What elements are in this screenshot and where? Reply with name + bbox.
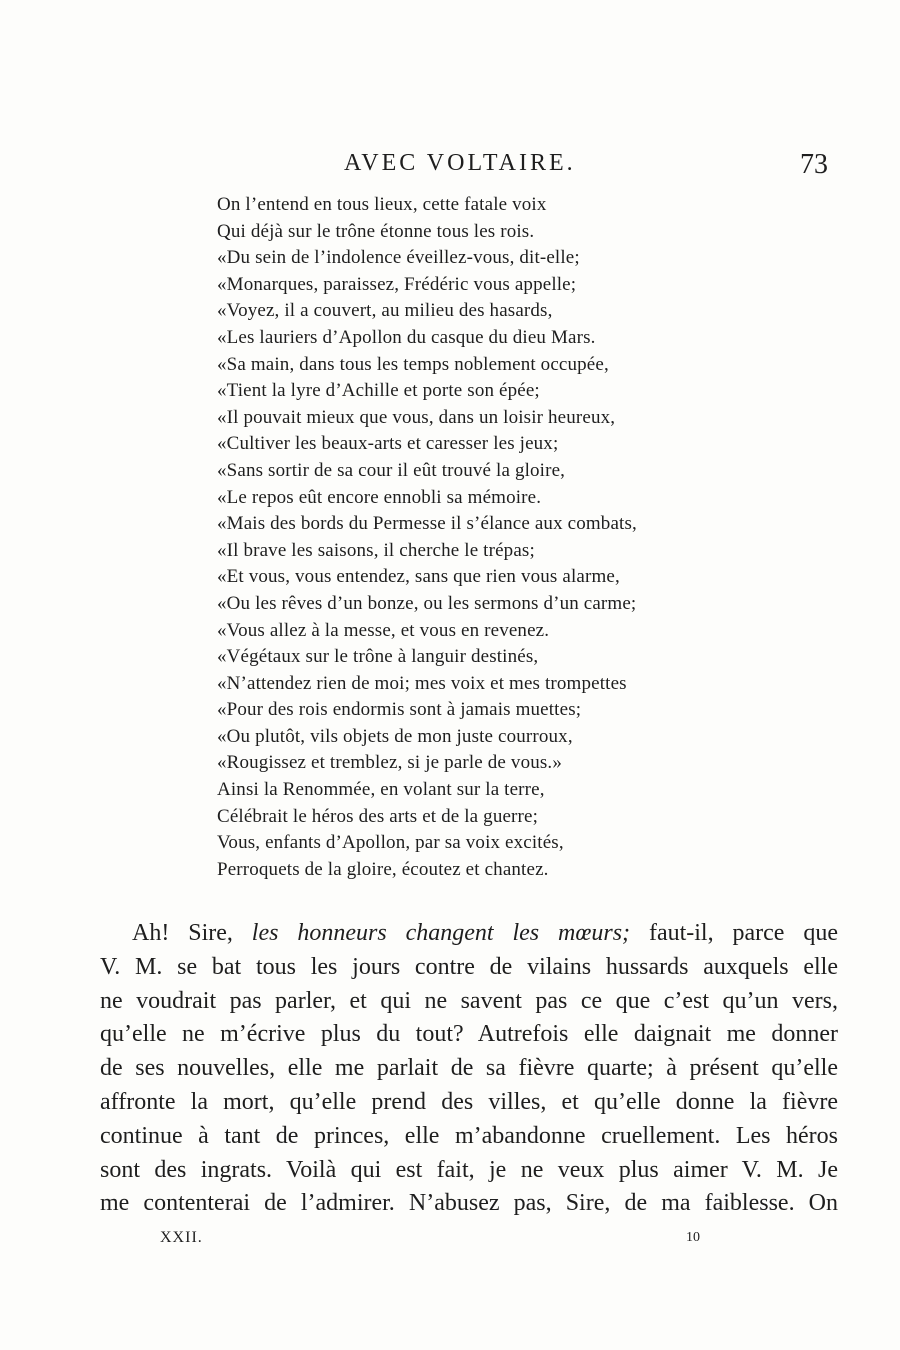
poem-line: «Ou plutôt, vils objets de mon juste courroux,	[217, 725, 573, 747]
poem-line: «Du sein de l’indolence éveillez-vous, dit-elle;	[217, 247, 580, 269]
prose-line: V. M. se bat tous les jours contre de vilains hussards auxquels elle	[100, 953, 838, 980]
prose-text: Ah! Sire,	[132, 920, 252, 946]
poem-line: «Sans sortir de sa cour il eût trouvé la gloire,	[217, 459, 566, 481]
poem-line: «Vous allez à la messe, et vous en revenez.	[217, 619, 550, 641]
running-head	[0, 146, 900, 180]
poem-line: «Il brave les saisons, il cherche le trépas;	[217, 539, 535, 561]
poem-line: «Végétaux sur le trône à languir destinés,	[217, 646, 539, 668]
prose-line: me contenterai de l’admirer. N’abusez pas, Sire, de ma faiblesse. On	[100, 1190, 838, 1217]
poem-line: «Les lauriers d’Apollon du casque du dieu Mars.	[217, 326, 596, 348]
poem-line: «Il pouvait mieux que vous, dans un loisir heureux,	[217, 406, 616, 428]
poem-line: «Tient la lyre d’Achille et porte son épée;	[217, 380, 540, 402]
poem-line: «Ou les rêves d’un bonze, ou les sermons d’un carme;	[217, 592, 637, 614]
italic-quote: les honneurs changent les mœurs;	[251, 920, 631, 946]
poem-line: «Sa main, dans tous les temps noblement occupée,	[217, 353, 609, 375]
poem-verse-block	[217, 192, 777, 883]
prose-line: affronte la mort, qu’elle prend des villes, et qu’elle donne la fièvre	[100, 1088, 838, 1115]
volume-signature-mark: XXII.	[160, 1229, 203, 1246]
poem-line: «Mais des bords du Permesse il s’élance aux combats,	[217, 513, 637, 535]
page-footer	[0, 1226, 900, 1250]
prose-line: ne voudrait pas parler, et qui ne savent pas ce que c’est qu’un vers,	[100, 987, 838, 1014]
poem-line: «Voyez, il a couvert, au milieu des hasards,	[217, 300, 553, 322]
sheet-signature-number: 10	[686, 1230, 700, 1245]
poem-line: Vous, enfants d’Apollon, par sa voix excités,	[217, 832, 564, 854]
poem-line: «Pour des rois endormis sont à jamais muettes;	[217, 699, 582, 721]
prose-line: qu’elle ne m’écrive plus du tout? Autrefois elle daignait me donner	[100, 1021, 838, 1048]
poem-line: On l’entend en tous lieux, cette fatale voix	[217, 194, 547, 215]
poem-line: Ainsi la Renommée, en volant sur la terre,	[217, 779, 545, 801]
prose-text: faut-il, parce que	[630, 920, 838, 946]
poem-line: «Le repos eût encore ennobli sa mémoire.	[217, 486, 542, 508]
page-number: 73	[800, 149, 828, 180]
poem-line: «Et vous, vous entendez, sans que rien vous alarme,	[217, 566, 620, 588]
running-title: AVEC VOLTAIRE.	[344, 150, 576, 176]
poem-line: «Rougissez et tremblez, si je parle de vous.»	[217, 752, 562, 774]
prose-line: continue à tant de princes, elle m’abandonne cruellement. Les héros	[100, 1122, 838, 1149]
poem-line: «Cultiver les beaux-arts et caresser les jeux;	[217, 433, 559, 455]
prose-line: sont des ingrats. Voilà qui est fait, je ne veux plus aimer V. M. Je	[100, 1156, 838, 1183]
prose-paragraph	[100, 917, 838, 1221]
poem-line: Perroquets de la gloire, écoutez et chantez.	[217, 858, 549, 880]
prose-line	[100, 917, 838, 951]
poem-line: «Monarques, paraissez, Frédéric vous appelle;	[217, 273, 577, 295]
poem-line: «N’attendez rien de moi; mes voix et mes trompettes	[217, 672, 627, 694]
poem-line: Célébrait le héros des arts et de la guerre;	[217, 805, 539, 827]
poem-line: Qui déjà sur le trône étonne tous les rois.	[217, 220, 535, 242]
prose-line: de ses nouvelles, elle me parlait de sa fièvre quarte; à présent qu’elle	[100, 1055, 838, 1082]
